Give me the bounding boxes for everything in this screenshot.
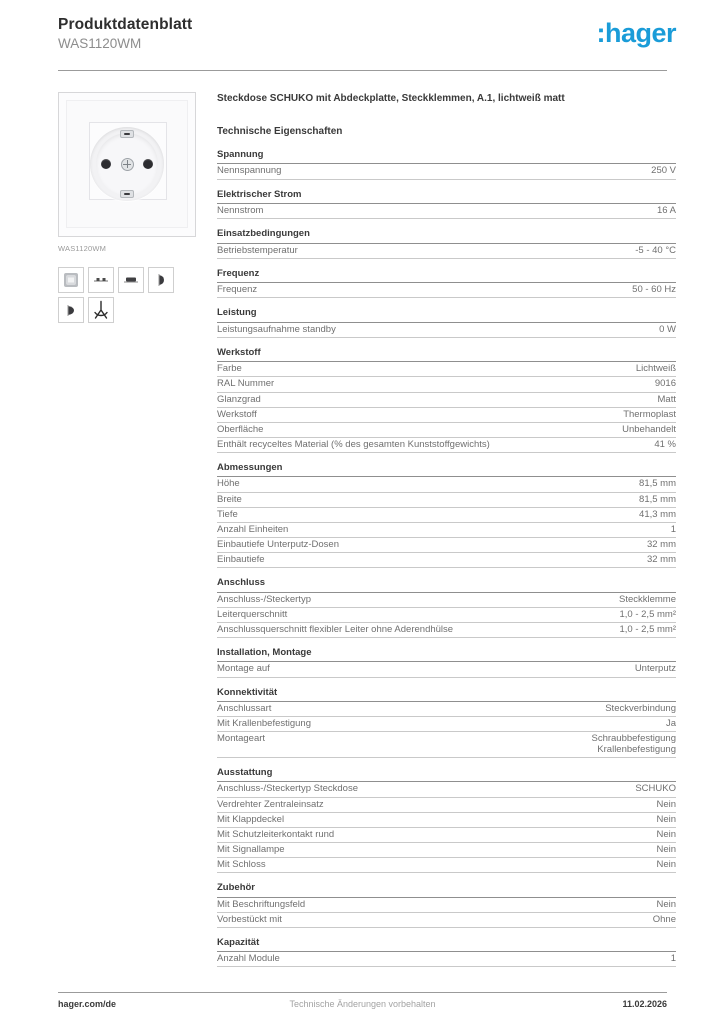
spec-value: Nein — [656, 859, 676, 871]
ground-clip-bottom — [120, 190, 134, 198]
spec-label: Anzahl Einheiten — [217, 523, 289, 535]
spec-section-title: Frequenz — [217, 269, 676, 283]
product-image — [58, 92, 196, 237]
spec-section-title: Anschluss — [217, 578, 676, 592]
socket-schematic-symbol-icon — [88, 297, 114, 323]
spec-label: Anschlussart — [217, 703, 272, 714]
product-media-column — [58, 92, 204, 323]
spec-row — [217, 593, 676, 608]
spec-row — [217, 423, 676, 438]
spec-row — [217, 408, 676, 423]
spec-value: Lichtweiß — [635, 363, 676, 375]
spec-label: Breite — [217, 493, 242, 505]
spec-label: Verdrehter Zentraleinsatz — [217, 798, 324, 810]
spec-section-title: Ausstattung — [217, 768, 676, 782]
spec-row — [217, 508, 676, 523]
spec-label: Montage auf — [217, 663, 270, 675]
spec-section-title: Leistung — [217, 308, 676, 322]
socket-profile-icon — [148, 267, 174, 293]
spec-label: Leiterquerschnitt — [217, 608, 288, 620]
spec-section — [217, 190, 676, 220]
spec-label: Anschlussquerschnitt flexibler Leiter ohne Aderendhülse — [217, 623, 454, 635]
spec-section-title: Installation, Montage — [217, 648, 676, 662]
spec-label: Anzahl Module — [217, 953, 280, 965]
spec-value: Thermoplast — [623, 408, 676, 420]
center-screw — [121, 158, 134, 171]
spec-section — [217, 229, 676, 259]
spec-section-title: Werkstoff — [217, 348, 676, 362]
spec-row — [217, 362, 676, 377]
spec-row — [217, 782, 676, 797]
spec-row — [217, 952, 676, 967]
spec-label: Frequenz — [217, 284, 258, 296]
spec-label: Höhe — [217, 478, 240, 490]
spec-section — [217, 463, 676, 568]
spec-value: 50 - 60 Hz — [632, 284, 676, 296]
spec-row — [217, 662, 676, 677]
specs-heading: Technische Eigenschaften — [217, 126, 343, 137]
spec-row — [217, 323, 676, 338]
spec-row — [217, 828, 676, 843]
spec-section — [217, 269, 676, 299]
spec-value: Steckverbindung — [605, 703, 676, 714]
spec-value: Nein — [656, 813, 676, 825]
spec-label: Glanzgrad — [217, 393, 261, 405]
spec-label: Anschluss-/Steckertyp — [217, 593, 311, 605]
spec-value: 41 % — [654, 438, 676, 450]
hager-logo: :hager — [596, 18, 676, 48]
socket-side-drawing-icon — [88, 267, 114, 293]
spec-value: 16 A — [656, 205, 676, 216]
spec-value: Nein — [656, 843, 676, 855]
spec-row — [217, 898, 676, 913]
footer — [58, 992, 667, 1009]
spec-label: Vorbestückt mit — [217, 913, 282, 925]
spec-label: Mit Klappdeckel — [217, 813, 285, 825]
spec-row — [217, 553, 676, 568]
spec-value: 32 mm — [646, 554, 676, 566]
spec-value: Nein — [656, 898, 676, 910]
spec-label: Werkstoff — [217, 408, 257, 420]
socket-front-view-icon — [58, 267, 84, 293]
spec-section — [217, 648, 676, 678]
spec-label: Einbautiefe — [217, 554, 265, 566]
spec-label: Nennspannung — [217, 165, 282, 177]
spec-label: Mit Beschriftungsfeld — [217, 898, 306, 910]
spec-label: Farbe — [217, 363, 242, 375]
spec-row — [217, 732, 676, 758]
spec-label: Mit Schutzleiterkontakt rund — [217, 828, 335, 840]
spec-row — [217, 702, 676, 717]
socket-hole-right — [143, 159, 153, 169]
spec-label: Einbautiefe Unterputz-Dosen — [217, 538, 339, 550]
spec-value: 9016 — [654, 378, 676, 390]
spec-row — [217, 623, 676, 638]
spec-section-title: Abmessungen — [217, 463, 676, 477]
spec-value: 1 — [670, 953, 676, 965]
spec-label: Enthält recyceltes Material (% des gesamten Kunststoffgewichts) — [217, 438, 490, 450]
spec-label: Montageart — [217, 733, 266, 745]
spec-row — [217, 493, 676, 508]
spec-section — [217, 883, 676, 928]
spec-label: Leistungsaufnahme standby — [217, 323, 336, 335]
spec-section — [217, 308, 676, 338]
spec-value: Nein — [656, 828, 676, 840]
spec-sections — [217, 150, 676, 967]
spec-row — [217, 523, 676, 538]
spec-value: 1,0 - 2,5 mm² — [619, 623, 676, 635]
spec-label: Betriebstemperatur — [217, 244, 298, 256]
spec-section-title: Kapazität — [217, 938, 676, 952]
spec-value: SCHUKO — [635, 783, 676, 795]
spec-row — [217, 377, 676, 392]
spec-row — [217, 204, 676, 219]
socket-profile-alt-icon — [58, 297, 84, 323]
spec-section — [217, 348, 676, 453]
spec-value: 1,0 - 2,5 mm² — [619, 608, 676, 620]
spec-label: Mit Signallampe — [217, 843, 285, 855]
product-thumbnail-grid — [58, 267, 204, 323]
spec-row — [217, 283, 676, 298]
spec-section-title: Elektrischer Strom — [217, 190, 676, 204]
product-code: WAS1120WM — [58, 36, 142, 51]
socket-flush-side-icon — [118, 267, 144, 293]
spec-row — [217, 813, 676, 828]
spec-section-title: Einsatzbedingungen — [217, 229, 676, 243]
spec-value: Ohne — [652, 913, 676, 925]
spec-row — [217, 438, 676, 453]
spec-label: Oberfläche — [217, 423, 264, 435]
spec-row — [217, 164, 676, 179]
spec-row — [217, 477, 676, 492]
header-divider — [58, 70, 667, 71]
product-image-caption: WAS1120WM — [58, 244, 107, 253]
spec-value: 41,3 mm — [639, 508, 676, 520]
spec-label: Anschluss-/Steckertyp Steckdose — [217, 783, 358, 795]
spec-label: Nennstrom — [217, 205, 264, 216]
spec-row — [217, 843, 676, 858]
spec-row — [217, 913, 676, 928]
footer-website-link[interactable]: hager.com/de — [58, 999, 117, 1009]
header — [58, 16, 676, 51]
footer-notice: Technische Änderungen vorbehalten — [289, 999, 436, 1009]
spec-section — [217, 150, 676, 180]
spec-value: 32 mm — [646, 538, 676, 550]
spec-value: 250 V — [651, 165, 676, 177]
spec-label: Mit Krallenbefestigung — [217, 718, 311, 730]
socket-plate — [66, 100, 188, 228]
spec-value: 0 W — [659, 323, 676, 335]
document-title: Produktdatenblatt — [58, 16, 193, 33]
spec-value: Steckklemme — [618, 593, 676, 605]
spec-value: 81,5 mm — [639, 493, 676, 505]
spec-value: Nein — [656, 798, 676, 810]
spec-row — [217, 608, 676, 623]
spec-value: Unterputz — [634, 663, 676, 675]
spec-row — [217, 538, 676, 553]
spec-section-title: Konnektivität — [217, 688, 676, 702]
socket-hole-left — [101, 159, 111, 169]
spec-value: -5 - 40 °C — [635, 244, 676, 256]
spec-section — [217, 938, 676, 968]
spec-label: Mit Schloss — [217, 859, 266, 871]
spec-row — [217, 393, 676, 408]
spec-value: 81,5 mm — [639, 478, 676, 490]
specs-column — [217, 92, 676, 977]
spec-value: Matt — [657, 393, 676, 405]
spec-value: 1 — [670, 523, 676, 535]
product-title: Steckdose SCHUKO mit Abdeckplatte, Steckklemmen, A.1, lichtweiß matt — [217, 93, 565, 104]
ground-clip-top — [120, 130, 134, 138]
spec-section — [217, 578, 676, 638]
footer-date: 11.02.2026 — [622, 999, 667, 1009]
spec-section — [217, 688, 676, 758]
spec-value: Unbehandelt — [622, 423, 676, 435]
spec-row — [217, 244, 676, 259]
spec-label: RAL Nummer — [217, 378, 275, 390]
spec-label: Tiefe — [217, 508, 238, 520]
spec-row — [217, 858, 676, 873]
spec-section-title: Spannung — [217, 150, 676, 164]
spec-section-title: Zubehör — [217, 883, 676, 897]
spec-value: Schraubbefestigung Krallenbefestigung — [591, 733, 676, 755]
spec-row — [217, 798, 676, 813]
spec-value: Ja — [665, 718, 676, 730]
spec-section — [217, 768, 676, 873]
spec-row — [217, 717, 676, 732]
